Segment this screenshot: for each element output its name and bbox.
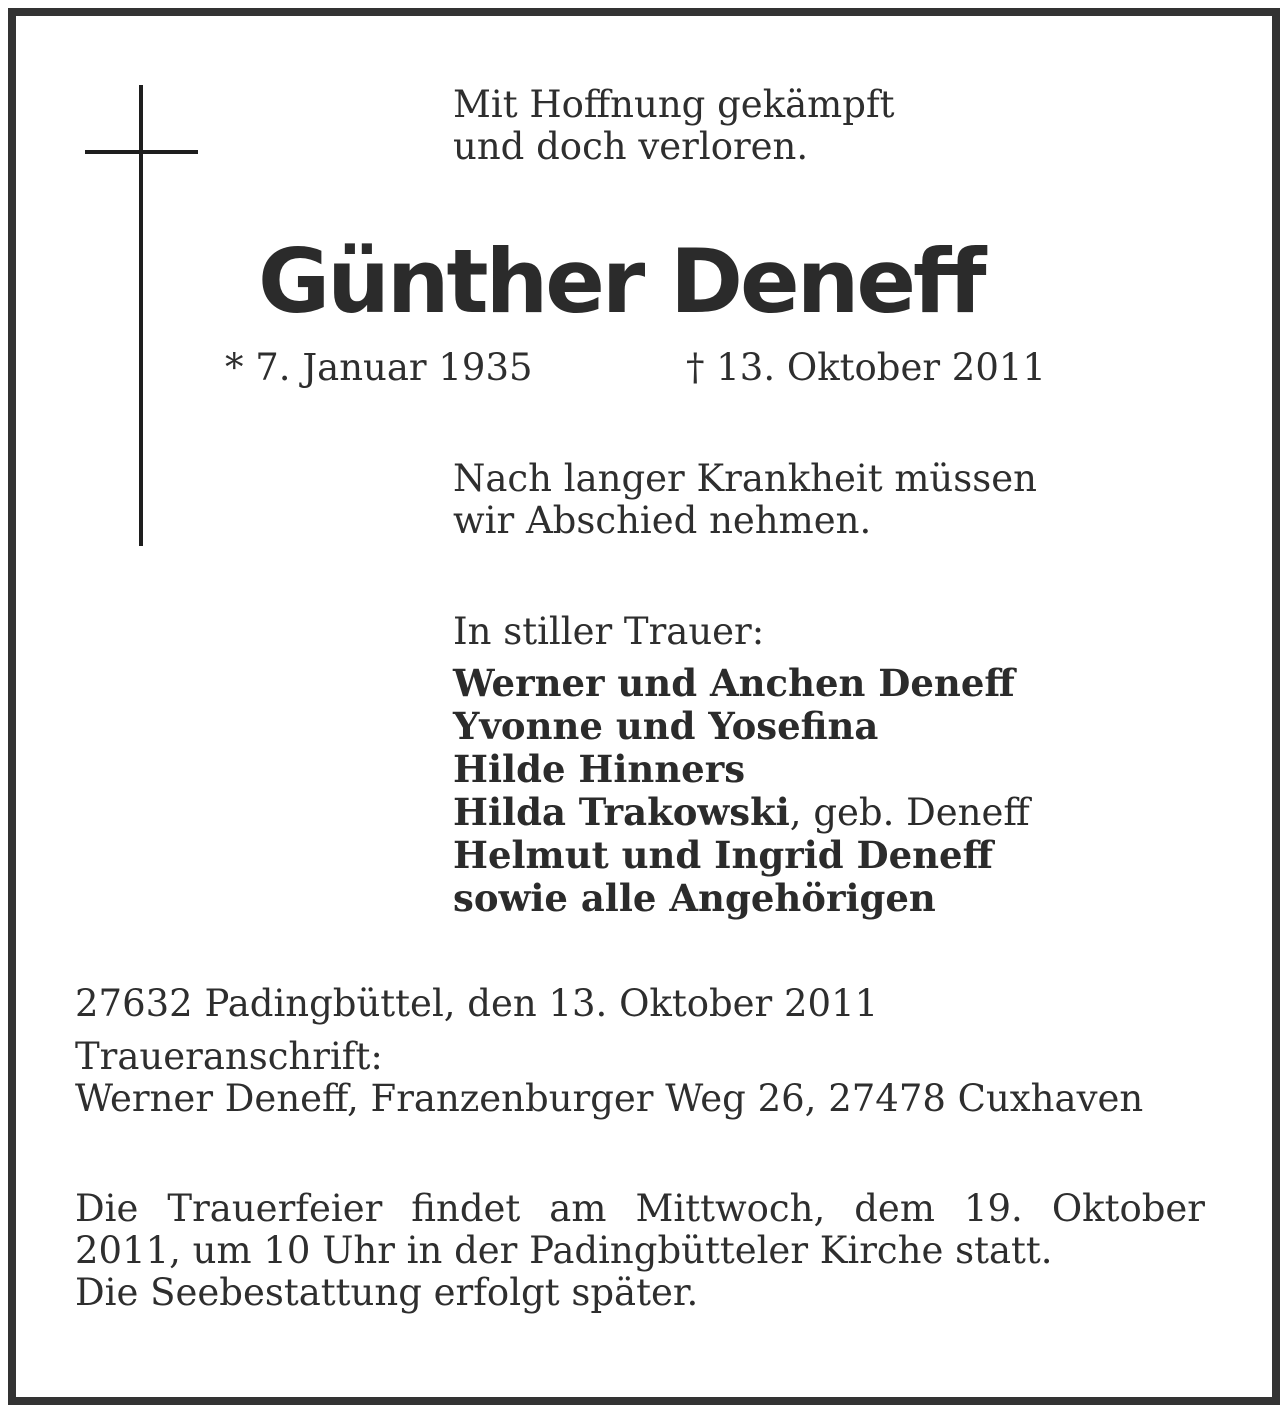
birth-date: * 7. Januar 1935	[225, 346, 533, 389]
mourning-address: Werner Deneff, Franzenburger Weg 26, 27478 Cuxhaven	[75, 1077, 1144, 1120]
mourning-intro: In stiller Trauer:	[453, 610, 765, 653]
mourner-name: Hilda Trakowski	[453, 790, 790, 834]
farewell-line-1: Nach langer Krankheit müssen	[453, 457, 1037, 500]
motto	[453, 84, 895, 168]
farewell-text	[453, 458, 1037, 542]
cross-icon-bar	[85, 150, 198, 154]
mourner-name: Werner und Anchen Deneff	[453, 661, 1015, 705]
farewell-line-2: wir Abschied nehmen.	[453, 499, 872, 542]
mourner-name: sowie alle Angehörigen	[453, 876, 936, 920]
mourner-name: Yvonne und Yosefina	[453, 704, 879, 748]
mourners-list	[453, 662, 1030, 920]
place-date: 27632 Padingbüttel, den 13. Oktober 2011	[75, 982, 879, 1025]
mourner-maiden-name: , geb. Deneff	[789, 791, 1030, 834]
ceremony-line-3: Die Seebestattung erfolgt später.	[75, 1271, 699, 1314]
ceremony-info	[75, 1188, 1205, 1314]
address-label: Traueranschrift:	[75, 1035, 383, 1078]
death-date: † 13. Oktober 2011	[686, 346, 1046, 389]
ceremony-line-2: 2011, um 10 Uhr in der Padingbütteler Kirche statt.	[75, 1229, 1053, 1272]
mourner-name: Helmut und Ingrid Deneff	[453, 833, 993, 877]
motto-line-2: und doch verloren.	[453, 125, 809, 168]
ceremony-line-1: Die Trauerfeier findet am Mittwoch, dem 19. Oktober	[75, 1187, 1205, 1230]
deceased-name: Günther Deneff	[258, 230, 984, 333]
motto-line-1: Mit Hoffnung gekämpft	[453, 83, 895, 126]
mourner-name: Hilde Hinners	[453, 747, 746, 791]
cross-icon	[139, 85, 143, 546]
